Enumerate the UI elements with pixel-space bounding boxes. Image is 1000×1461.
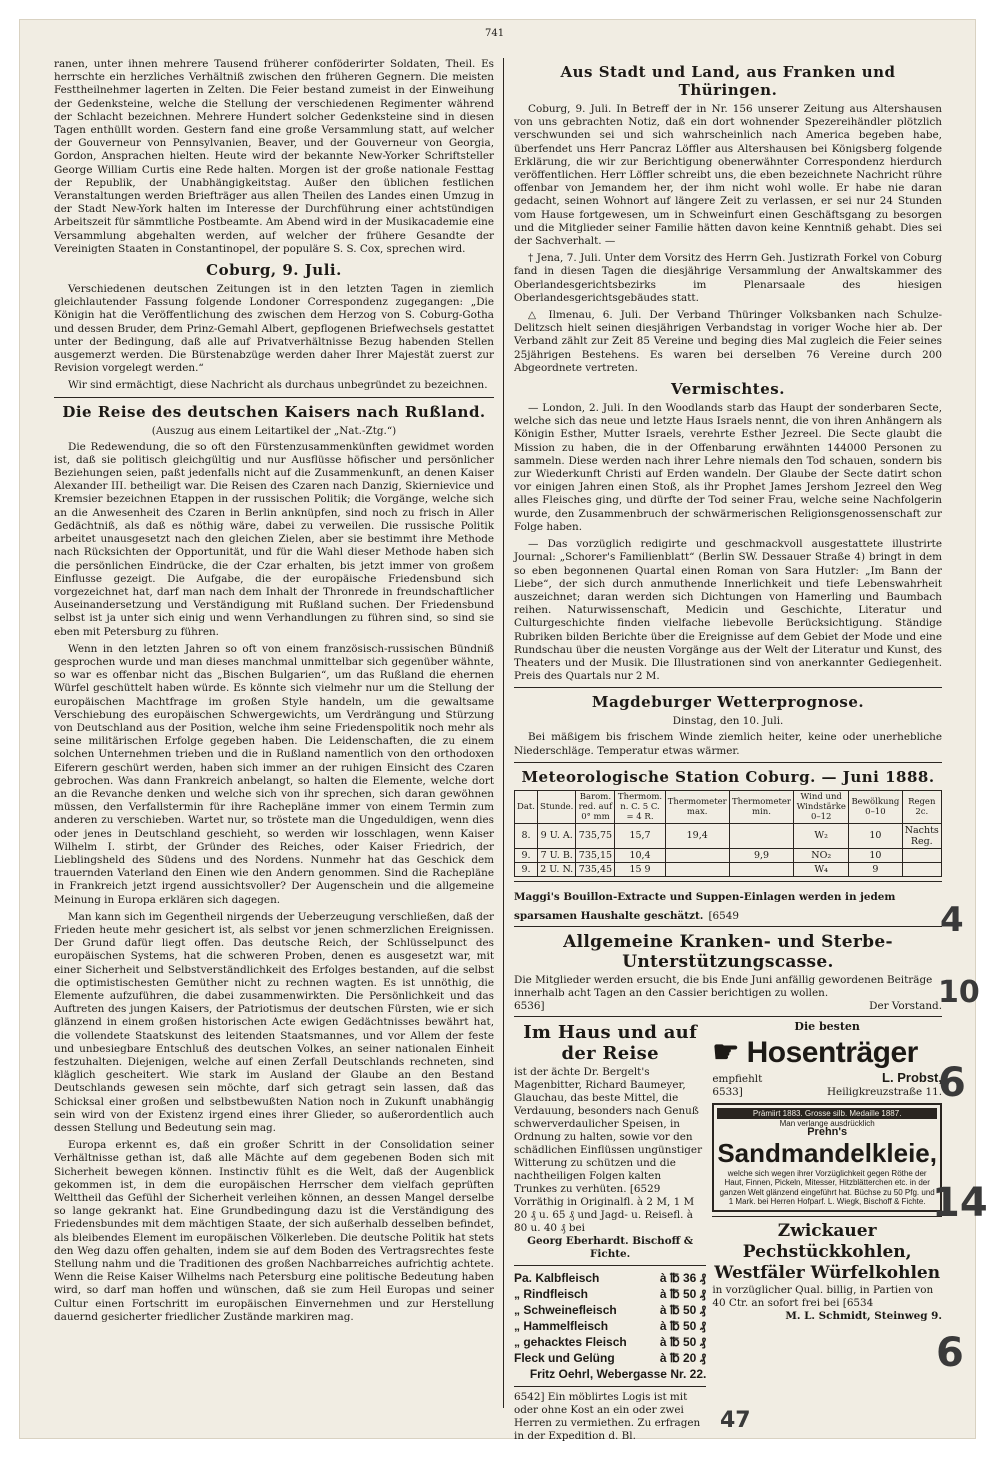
table-cell: 15,7 (615, 823, 665, 848)
magenbitter-ad (514, 1020, 706, 1443)
meat-firm: Fritz Oehrl, Webergasse Nr. 22. (529, 1366, 707, 1381)
handwritten-mark: 10 (938, 975, 980, 1010)
maggi-ad-number: [6549 (708, 909, 739, 922)
met-header-cell: Dat. (515, 790, 538, 823)
magenbitter-ad-text: ist der ächte Dr. Bergelt's Magenbitter, Richard Baumeyer, Glauchau, das beste Mittel, die Verdauung, besonders nach Genuß schwerverdaulicher Speisen, in Ordnung zu halten, sowie vor den schädlichen Einflüssen ungünstiger Witterung zu schützen und die nachtheiligen Folgen kalten Trunkes zu verhüten. [6529 Vorräthig in Originalfl. à 2 M, 1 M 20 ₰ u. 65 ₰ und Jagd- u. Reisefl. à 80 u. 40 ₰ bei (514, 1065, 703, 1234)
table-cell: Nachts Reg. (902, 823, 941, 848)
magenbitter-ad-firm: Georg Eberhardt. Bischoff & Fichte. (527, 1234, 694, 1260)
reise-paragraph-3: Man kann sich im Gegentheil nirgends der Ueberzeugung verschließen, daß der Frieden heute mehr gesichert ist, als selbst vor jenen schmerzlichen Ereignissen. Der Grund dafür liegt offen. Das deutsche Reich, der Schlüsselpunct des europäischen Systems, hat die schweren Proben, denen es ausgesetzt war, mit einer Sicherheit und Selbstverständlichkeit des Erfolges bestanden, auf die selbst die optimistischesten Gemüther nicht zu rechnen wagten. Es ist unnöthig, die Elemente aufzuführen, die dabei zusammenwirkten. Die Persönlichkeit und das Auftreten des jungen Kaisers, der Patriotismus der deutschen Fürsten, wie er sich glänzend in einem großen historischen Acte ewigen Gedächtnisses bewährt hat, die vollendete Staatskunst des leitenden Staatsmannes, und vor Allem der feste und unbesiegbare Entschluß des deutschen Volkes, an seiner nationalen Einheit festzuhalten. Diejenigen, welche auf einen Zerfall Deutschlands rechneten, sind kläglich gescheitert. Wie stark im Ausland der Glaube an den Bestand Deutschlands gewesen sein möchte, darf sich getragt sein lassen, daß das Schicksal einer großen und selbstbewußten Nation noch in Zukunft unabhängig sein wird von der Existenz irgend eines ihrer Glieder, so außerordentlich auch dessen Stellung und Bedeutung sein mag. (54, 910, 494, 1135)
meat-price-list (514, 1270, 706, 1382)
hosen-ad-number: 6533] (712, 1085, 743, 1098)
hosen-ad-left1: empfiehlt (712, 1072, 763, 1085)
kasse-ad-text: Die Mitglieder werden ersucht, die bis Ende Juni anfällig gewordenen Beiträge innerhalb acht Tagen an den Cassier berichtigen zu wollen. (514, 973, 933, 999)
mandelkleie-text: welche sich wegen ihrer Vorzüglichkeit gegen Röthe der Haut, Finnen, Pickeln, Mitesser, Hitzblätterchen etc. in der ganzen Welt glänzend eingeführt hat. Büchse zu 50 Pfg. und 1 Mark. bei Herren Hofparf. L. Wiegk, Bischoff & Fichte. (719, 1168, 935, 1207)
met-header-cell: Thermometer max. (665, 790, 729, 823)
meat-price: à ℔ 50 ₰ (659, 1302, 707, 1317)
met-header-cell: Thermom. n. C. 5 C. = 4 R. (615, 790, 665, 823)
hosen-ad-line2 (712, 1086, 942, 1099)
list-item (514, 1318, 706, 1334)
table-cell: 7 U. B. (538, 848, 576, 862)
met-header-cell: Wind und Windstärke 0–12 (794, 790, 849, 823)
left-column (54, 58, 494, 1328)
list-item (514, 1270, 706, 1286)
meat-name: „ Rindfleisch (514, 1286, 589, 1301)
table-cell: 10,4 (615, 848, 665, 862)
weather-date: Dinstag, den 10. Juli. (672, 715, 784, 728)
list-item (514, 1334, 706, 1350)
intro-paragraph: ranen, unter ihnen mehrere Tausend früherer conföderirter Soldaten, Theil. Es herrschte ein herzliches Verhältniß zwischen den früheren Gegnern. Die meisten Festtheilnehmer lagerten in Zelten. Die Feier bestand zumeist in der Einweihung der Gedenksteine, welche die Stellung der verschiedenen Regimenter während der Schlacht bezeichnen. Mehrere Hundert solcher Gedenksteine sind in diesen Tagen enthüllt worden. Gestern fand eine große Versammlung statt, auf welcher der Gouverneur von Pennsylvanien, Beaver, und der Gouverneur von Georgia, Gordon, Ansprachen hielten. Heute wird der bekannte New-Yorker Schriftsteller George William Curtis eine Rede halten. Morgen ist der große nationale Festtag der Republik, der Unabhängigkeitstag. Außer den üblichen festlichen Veranstaltungen werden Briefträger aus allen Theilen des Landes einen Umzug in der Stadt New-York halten im Interesse der Durchführung einer achtstündigen Arbeitszeit für sämmtliche Postbeamte. Am Abend wird in der Musikacademie eine Versammlung abgehalten werden, auf welcher der frühere Gesandte der Vereinigten Staaten in Constantinopel, der populäre S. S. Cox, sprechen wird. (54, 58, 494, 255)
table-cell (665, 862, 729, 876)
coburg-paragraph-2: Wir sind ermächtigt, diese Nachricht als durchaus unbegründet zu bezeichnen. (68, 379, 488, 392)
table-cell: W₄ (794, 862, 849, 876)
table-cell: 2 U. N. (538, 862, 576, 876)
table-cell: 8. (515, 823, 538, 848)
page-number: 741 (485, 28, 505, 39)
met-header-row (515, 790, 942, 823)
met-header-cell: Bewölkung 0–10 (849, 790, 902, 823)
maggi-ad-text: Maggi's Bouillon-Extracte und Suppen-Einlagen werden in jedem sparsamen Haushalte geschätzt. (514, 890, 896, 922)
coburg-heading: Coburg, 9. Juli. (206, 261, 342, 280)
hosen-ad-address: Heiligkreuzstraße 11. (827, 1085, 942, 1098)
table-cell (729, 823, 793, 848)
table-cell: 9. (515, 862, 538, 876)
vermischtes-heading: Vermischtes. (671, 380, 785, 399)
reise-subheading: (Auszug aus einem Leitartikel der „Nat.-Ztg.“) (151, 424, 397, 437)
divider (514, 1265, 706, 1266)
handwritten-mark: 6 (938, 1060, 966, 1106)
pechkohlen-ad-text: in vorzüglicher Qual. billig, in Partien von 40 Ctr. an sofort frei bei [6534 (712, 1283, 934, 1309)
hosen-ad-title-text: Hosenträger (746, 1035, 918, 1069)
hosen-ad-line (712, 1070, 942, 1086)
handwritten-mark: 14 (932, 1180, 988, 1226)
stadt-land-heading: Aus Stadt und Land, aus Franken und Thüringen. (560, 63, 896, 99)
meat-name: „ Hammelfleisch (514, 1318, 609, 1333)
met-station-heading: Meteorologische Station Coburg. — Juni 1888. (521, 767, 935, 786)
maggi-ad (514, 881, 942, 926)
table-row (515, 862, 942, 876)
table-cell: NO₂ (794, 848, 849, 862)
met-header-cell: Regen 2c. (902, 790, 941, 823)
table-cell: 19,4 (665, 823, 729, 848)
meat-price: à ℔ 50 ₰ (659, 1286, 707, 1301)
reise-paragraph-1: Die Redewendung, die so oft den Fürstenzusammenkünften gewidmet worden ist, daß sie politisch gleichgültig und nur Ausflüsse höfischer und persönlicher Beziehungen seien, paßt jedenfalls nicht auf die Zusammenkunft, an denen Kaiser Alexander III. betheiligt war. Die Reisen des Czaren nach Danzig, Skiernievice und Kremsier bezeichnen Etappen in der russischen Politik; die Vorgänge, welche sich an die Anwesenheit des Czaren in Berlin anknüpfen, sind noch zu frisch in Aller Gedächtniß, als daß es nöthig wäre, dabei zu verweilen. Die russische Politik arbeitet unausgesetzt nach den gleichen Zielen, aber sie bestimmt ihre Methode nach Rücksichten der Opportunität, und für die Wahl dieser Methode haben sich die persönlichen Eindrücke, die der Czar erhalten, bis jetzt immer von großem Einflusse gezeigt. Die Aufgabe, die der europäische Friedensbund sich vorgezeichnet hat, darf man nach dem Inhalt der Thronrede in freundschaftlicher Auseinandersetzung und Verständigung mit Rußland suchen. Der Friedensbund selbst ist ja unter sich einig und wenn Verhandlungen zu führen sind, so sind sie eben mit Petersburg zu führen. (54, 440, 494, 638)
table-cell: 9,9 (729, 848, 793, 862)
table-cell (902, 862, 941, 876)
table-cell: 9. (515, 848, 538, 862)
met-header-cell: Stunde. (538, 790, 576, 823)
kasse-ad-footer (514, 1000, 942, 1013)
table-cell (729, 862, 793, 876)
divider (514, 687, 942, 688)
meat-price: à ℔ 20 ₰ (659, 1350, 707, 1365)
table-cell: W₂ (794, 823, 849, 848)
ad-row (514, 1016, 942, 1446)
mandelkleie-title: Sandmandelkleie, (717, 1137, 937, 1168)
pechkohlen-ad-title: Zwickauer Pechstückkohlen, Westfäler Würfelkohlen (714, 1220, 941, 1283)
logis-ad-text: 6542] Ein möblirtes Logis ist mit oder ohne Kost an ein oder zwei Herren zu vermiethen. Zu erfragen in der Expedition d. Bl. (514, 1390, 701, 1442)
table-cell: 9 (849, 862, 902, 876)
newspaper-page (20, 20, 988, 1442)
met-table (514, 790, 942, 877)
kasse-ad-title: Allgemeine Kranken- und Sterbe-Unterstützungscasse. (563, 931, 893, 972)
hosen-ad-title (712, 1035, 942, 1070)
reise-heading: Die Reise des deutschen Kaisers nach Rußland. (62, 402, 486, 421)
column-rule (503, 58, 504, 1408)
table-row (515, 848, 942, 862)
table-cell (902, 848, 941, 862)
table-cell: 10 (849, 848, 902, 862)
stadt-paragraph-2: † Jena, 7. Juli. Unter dem Vorsitz des Herrn Geh. Justizrath Forkel von Coburg fand in diesen Tagen die diesjährige Versammlung der Anwaltskammer des Oberlandesgerichtsbezirks im Plenarsaale des hiesigen Oberlandesgerichtsgebäudes statt. (514, 252, 942, 304)
meat-price: à ℔ 50 ₰ (659, 1318, 707, 1333)
stadt-paragraph-3: △ Ilmenau, 6. Juli. Der Verband Thüringer Volksbanken nach Schulze-Delitzsch hielt seinen diesjährigen Verbandstag in voriger Woche hier ab. Der Verband zählt zur Zeit 85 Vereine und beging dies Mal zugleich die Feier seines 25jährigen Bestehens. Es waren bei derselben 76 Vereine durch 200 Abgeordnete vertreten. (514, 309, 942, 374)
mandelkleie-line1: Man verlange ausdrücklich (779, 1118, 875, 1128)
hosen-ad-name: L. Probst, (882, 1069, 942, 1085)
weather-text: Bei mäßigem bis frischem Winde ziemlich heiter, keine oder unerhebliche Niederschläge. Temperatur etwas wärmer. (514, 731, 942, 757)
meat-name: Pa. Kalbfleisch (514, 1270, 600, 1285)
handwritten-mark: 47 (720, 1408, 751, 1433)
mandelkleie-brand: Prehn's (807, 1126, 848, 1139)
right-ads (712, 1020, 942, 1443)
handwritten-mark: 4 (940, 900, 964, 940)
met-header-cell: Barom. red. auf 0° mm (576, 790, 615, 823)
vermischtes-paragraph-1: — London, 2. Juli. In den Woodlands starb das Haupt der sonderbaren Secte, welche sich das neue und letzte Haus Israels nennt, die von ihren Anhängern als Königin Esther, Mutter Israels, verehrte Esther Jezreel. Die Secte glaubt die Mission zu haben, die in der Offenbarung erwähnten 144000 Personen zu sammeln. Diese werden nach ihrer Lehre niemals den Tod schauen, sondern bis zur Wiederkunft Christi auf Erden wandeln. Der Glaube der Secte datirt schon vor einigen Jahren einen Stoß, als ihr Prophet James Jershom Jezreel den Weg alles Fleisches ging, und dürfte der Tod seiner Frau, welche seine Nachfolgerin wurde, den Zusammenbruch der schwärmerischen Religionsgenossenschaft zur Folge haben. (514, 402, 942, 533)
reise-paragraph-4: Europa erkennt es, daß ein großer Schritt in der Consolidation seiner Verhältnisse gethan ist, daß alle Mächte auf dem gegebenen Boden sich mit Sicherheit bewegen können. Instinctiv fühlt es die Welt, daß der Augenblick gekommen ist, in dem die europäischen Herrscher dem vielfach geprüften Welttheil das Gefühl der Sicherheit verleihen können, an dessen Mangel derselbe so lange gekrankt hat. Eine Grundbedingung dazu ist die Verständigung des Friedensbundes mit dem mächtigen Staate, der sich außerhalb desselben befindet, als bleibendes Element im europäischen Völkerleben. Die deutsche Politik hat stets den Weg dazu offen gehalten, indem sie auf dem Boden des Vertragsrechtes feste Stellung nahm und die Traditionen des großen Nachbarreiches aufrichtig achtete. Wenn die Reise Kaiser Wilhelms nach Petersburg eine politische Bedeutung haben wird, so darf man hoffen und wünschen, daß sie zum Heil Europas und seiner Cultur einen Fortschritt im europäischen Einvernehmen und zur Herstellung dauernd gesicherter friedlicher Zustände markiren mag. (54, 1139, 494, 1323)
meat-name: Fleck und Gelüng (514, 1350, 615, 1365)
divider (712, 1216, 942, 1217)
kasse-ad-number: 6536] (514, 999, 545, 1012)
met-header-cell: Thermometer min. (729, 790, 793, 823)
table-cell: 735,45 (576, 862, 615, 876)
divider (514, 1386, 706, 1387)
handwritten-mark: 6 (936, 1330, 964, 1376)
hosen-ad-top: Die besten (794, 1019, 860, 1033)
weather-heading: Magdeburger Wetterprognose. (591, 693, 865, 712)
meat-name: „ Schweinefleisch (514, 1302, 617, 1317)
right-column (514, 58, 942, 1446)
table-cell: 10 (849, 823, 902, 848)
table-cell: 15 9 (615, 862, 665, 876)
coburg-paragraph-1: Verschiedenen deutschen Zeitungen ist in den letzten Tagen in ziemlich gleichlautender Fassung folgende Londoner Correspondenz zugegangen: „Die Königin hat die Veröffentlichung des zwischen dem Herzog von S. Coburg-Gotha und dessen Bruder, dem Prinz-Gemahl Albert, gepflogenen Briefwechsels gestattet unter der Bedingung, daß alle auf Privatverhältnisse Bezug habenden Stellen ausgemerzt werden. Die Bürstenabzüge werden daher Ihrer Majestät zuerst zur Revision vorgelegt werden.“ (54, 283, 494, 375)
kasse-ad (514, 926, 942, 1016)
meat-price: à ℔ 50 ₰ (659, 1334, 707, 1349)
table-row (515, 823, 942, 848)
table-cell: 735,75 (576, 823, 615, 848)
list-item (514, 1350, 706, 1366)
vermischtes-paragraph-2: — Das vorzüglich redigirte und geschmackvoll ausgestattete illustrirte Journal: „Schorer's Familienblatt“ (Berlin SW. Dessauer Straße 4) bringt in dem so eben begonnenen Quartal einen Roman von Sara Hutzler: „Im Bann der Liebe“, der sich durch anmuthende Innerlichkeit und tiefe Lebenswahrheit auszeichnet; daran werden sich Dichtungen von Hamerling und Baumbach reihen. Naturwissenschaft, Medicin und Geschichte, Literatur und Culturgeschichte finden vielfache liebevolle Berücksichtigung. Ständige Rubriken bilden Berichte über die Ereignisse auf dem Gebiet der Mode und eine Rundschau über die neusten Vorgänge aus der Welt der Literatur und Kunst, des Theaters und der Musik. Die Illustrationen sind von anerkannter Gediegenheit. Preis des Quartals nur 2 M. (514, 538, 942, 683)
hand-pointer-icon: ☛ (712, 1035, 739, 1069)
table-cell: 735,15 (576, 848, 615, 862)
pechkohlen-ad-firm: M. L. Schmidt, Steinweg 9. (785, 1309, 942, 1322)
table-cell (665, 848, 729, 862)
divider (54, 397, 494, 398)
divider (514, 762, 942, 763)
magenbitter-ad-title: Im Haus und auf der Reise (523, 1021, 698, 1064)
reise-paragraph-2: Wenn in den letzten Jahren so oft von einem französisch-russischen Bündniß gesprochen wurde und man dieses manchmal unmittelbar sich gegenüber wähnte, so war es offenbar nicht das „Bischen Bulgarien“, um das Rußland die ehernen Würfel geschüttelt haben würde. Es könnte sich vielmehr nur um die Stellung der europäischen Machtfrage im großen Style handeln, um die gewaltsame Verschiebung des europäischen Schwergewichts, um Verdrängung und Stürzung von Deutschland aus der Position, welche ihm seine Friedenspolitik noch mehr als seine militärischen Erfolge gegeben haben. Die Leidenschaften, die zu einem solchen Unternehmen trieben und die in Rußland namentlich von den orthodoxen Eiferern geschürt werden, haben sich immer an der ruhigen Einsicht des Czaren gebrochen. Was dann Frankreich anbelangt, so halten die Elemente, welche dort an die Revanche denken und welche sich von ihr sprechen, sich daran gewöhnen müssen, den Verfallstermin für ihre Rachepläne immer von einem Termin zum anderen zu verschieben. Wartet nur, so tröstete man die Ungeduldigen, wenn dies oder jenes in Deutschland geschieht, so werden wir losschlagen, wenn Kaiser Wilhelm I. stirbt, der Gründer des Reiches, oder Kaiser Friedrich, der Lieblingsheld des Südens und des Nordens. Nunmehr hat das Geschick dem trauernden Vaterland den Einen wie den Andern genommen. Sind die Rachepläne in Frankreich jetzt irgend aussichtsvoller? Der Augenschein und die allgemeine Meinung in Europa erklären sich dagegen. (54, 642, 494, 906)
list-item (514, 1286, 706, 1302)
mandelkleie-banner: Prämiirt 1883. Grosse silb. Medaille 1887. (717, 1108, 937, 1119)
meat-price: à ℔ 36 ₰ (659, 1270, 707, 1285)
table-cell: 9 U. A. (538, 823, 576, 848)
list-item (514, 1302, 706, 1318)
meat-name: „ gehacktes Fleisch (514, 1334, 627, 1349)
mandelkleie-ad (712, 1103, 942, 1212)
kasse-ad-sign: Der Vorstand. (869, 999, 942, 1012)
stadt-paragraph-1: Coburg, 9. Juli. In Betreff der in Nr. 156 unserer Zeitung aus Altershausen von uns gebrachten Notiz, daß ein dort wohnender Spezereihändler plötzlich verschwunden sei und sich wahrscheinlich nach America begeben habe, überfendet uns Herr Pancraz Löffler aus Altershausen bei Königsberg folgende Erklärung, die wir zur Berichtigung obenerwähnter Correspondenz hierdurch veröffentlichen. Herr Löffler schreibt uns, die eben bezeichnete Nachricht rühre offenbar von Jemandem her, der ihm nicht wohl wolle. Er habe nie daran gedacht, seinen Wohnort auf längere Zeit zu verlassen, er sei nur 24 Stunden vom Hause fortgewesen, um in Schweinfurt einen Geschäftsgang zu besorgen und die Mitglieder seiner Familie hätten davon keine Kenntniß gehabt. Dies sei der Sachverhalt. — (514, 103, 942, 248)
